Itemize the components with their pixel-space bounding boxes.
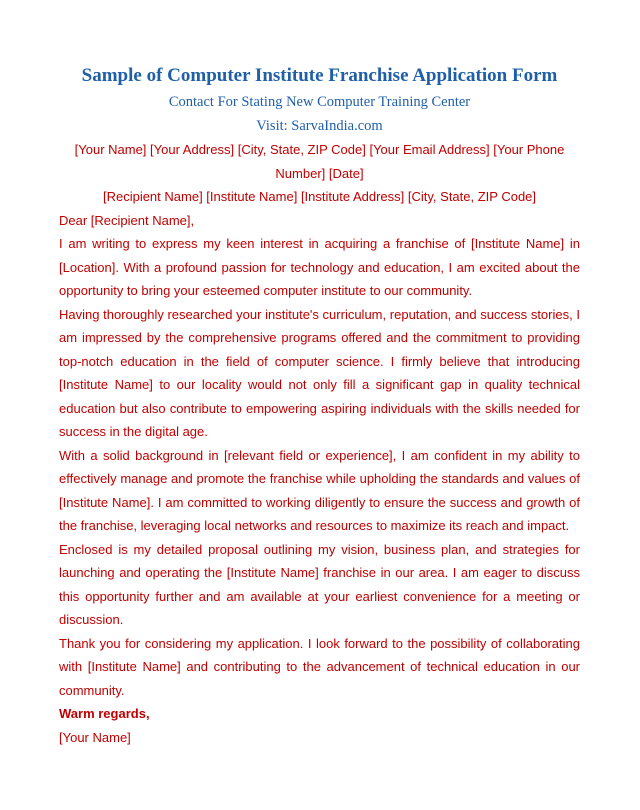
salutation: Dear [Recipient Name],	[59, 212, 195, 228]
subtitle-visit: Visit: SarvaIndia.com	[256, 118, 383, 134]
recipient-block: [Recipient Name] [Institute Name] [Institute Address] [City, State, ZIP Code]	[102, 189, 537, 204]
closing: Warm regards,	[59, 706, 150, 721]
paragraph-background: With a solid background in [relevant field or experience], I am confident in my ability to effectively manage and promote the franchise while upholding the standards and values of [Institute Name]. I am committed to working diligently to ensure the success and growth of the franchise, leveraging local networks and resources to maximize its reach and impact.	[59, 447, 580, 533]
signature: [Your Name]	[59, 729, 131, 745]
sender-block: [Your Name] [Your Address] [City, State, ZIP Code] [Your Email Address] [Your Phone Number] [Date]	[74, 142, 565, 181]
paragraph-research: Having thoroughly researched your institute's curriculum, reputation, and success stories, I am impressed by the comprehensive programs offered and the commitment to providing top-notch education in the field of computer science. I firmly believe that introducing [Institute Name] to our locality would not only fill a significant gap in quality technical education but also contribute to empowering aspiring individuals with the skills needed for success in the digital age.	[59, 306, 580, 439]
letter-page	[59, 62, 580, 749]
document-title: Sample of Computer Institute Franchise Application Form	[81, 65, 558, 86]
subtitle-contact: Contact For Stating New Computer Training Center	[168, 94, 471, 110]
paragraph-interest: I am writing to express my keen interest in acquiring a franchise of [Institute Name] in [Location]. With a profound passion for technology and education, I am excited about the opportunity to bring your esteemed computer institute to our community.	[59, 236, 580, 298]
paragraph-thanks: Thank you for considering my application. I look forward to the possibility of collaborating with [Institute Name] and contributing to the advancement of technical education in our community.	[59, 635, 580, 698]
paragraph-proposal: Enclosed is my detailed proposal outlining my vision, business plan, and strategies for launching and operating the [Institute Name] franchise in our area. I am eager to discuss this opportunity further and am available at your earliest convenience for a meeting or discussion.	[59, 541, 580, 627]
